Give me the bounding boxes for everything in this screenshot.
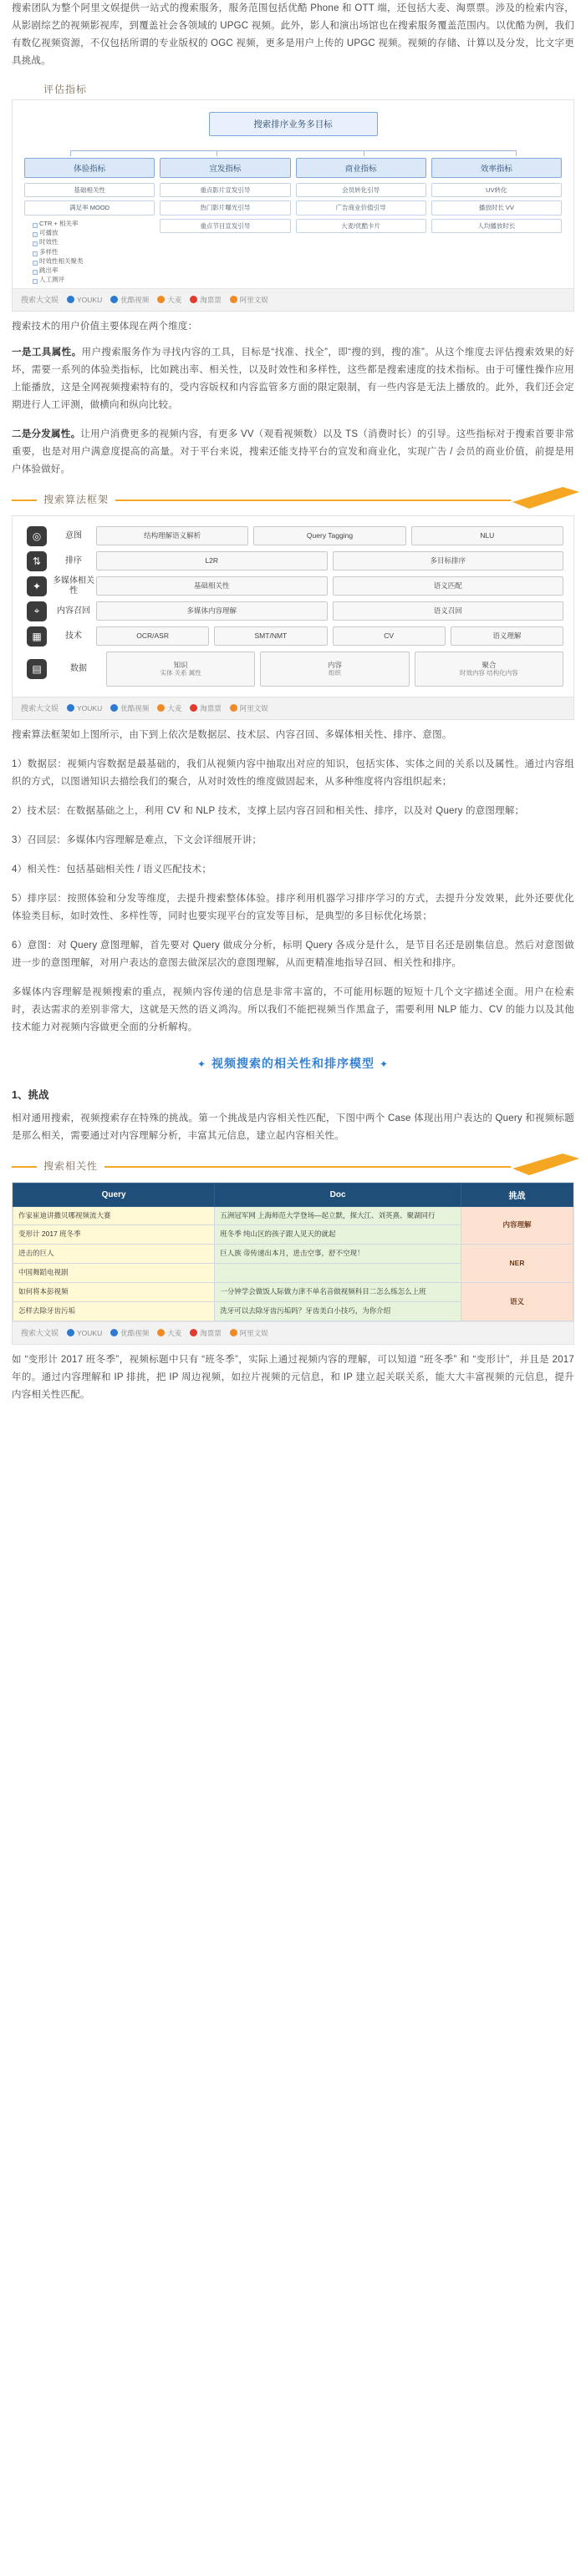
brand-chip-damai: 大麦 <box>157 1328 181 1338</box>
table-row <box>13 1206 573 1225</box>
stack-row-cells <box>96 551 563 571</box>
relevance-table <box>13 1183 573 1321</box>
cell-doc: 巨人族 帝传递出本月，进击空事，舒不空现！ <box>215 1245 461 1264</box>
brand-chip-alibaba-wenyu: 阿里文娱 <box>230 703 268 713</box>
figure-algorithm-stack <box>12 515 574 720</box>
tree-box: 广告商业价值引导 <box>296 200 426 215</box>
layer-data-paragraph: 1）数据层：视频内容数据是最基础的，我们从视频内容中抽取出对应的知识，包括实体、实体之间的关系以及属性。通过内容组织的方式，以图谱知识去描绘我们的聚合，从对时效性的维度做固起来，从多种维度将内容组织起来； <box>12 758 574 787</box>
tree-box: 会员转化引导 <box>296 183 426 197</box>
stack-row-content-recall <box>23 601 563 621</box>
tree-connector <box>21 145 565 156</box>
tree-column-experience <box>24 158 155 285</box>
column-header-challenge: 挑战 <box>461 1183 573 1206</box>
media-icon: ✦ <box>27 576 47 596</box>
stack-cell: 基础相关性 <box>96 576 328 596</box>
tree-root-node: 搜索排序业务多目标 <box>209 112 378 136</box>
taopiaopiao-icon <box>190 296 197 303</box>
brand-chip-alibaba-wenyu: 阿里文娱 <box>230 1328 268 1338</box>
youku-video-icon <box>110 296 118 303</box>
cell-doc: 洗牙可以去除牙齿污垢吗？牙齿美白小技巧，为你介绍 <box>215 1301 461 1321</box>
cell-query: 中国舞蹈电视剧 <box>13 1264 215 1283</box>
figure-objective-tree <box>12 99 574 312</box>
ribbon-icon <box>512 1154 579 1175</box>
alibaba-wenyu-icon <box>230 296 237 303</box>
stack-cell: SMT/NMT <box>214 626 327 646</box>
tree-column-promotion <box>160 158 290 285</box>
spread-attribute-lead: 二是分发属性。 <box>12 428 81 439</box>
damai-icon <box>157 1329 165 1336</box>
column-header-query: Query <box>13 1183 215 1206</box>
stack-row-multimedia-relevance <box>23 576 563 596</box>
stack-cell: Query Tagging <box>253 526 405 545</box>
recall-icon-wrap <box>23 601 51 621</box>
intent-icon-wrap <box>23 526 51 546</box>
tree-column-commercial <box>296 158 426 285</box>
tree-box: 播放时长 VV <box>431 200 562 215</box>
figure-footer <box>13 697 573 719</box>
target-icon: ◎ <box>27 526 47 546</box>
data-icon-wrap <box>23 652 51 687</box>
algorithm-stack <box>13 516 573 697</box>
tree-box: 重点节目宣发引导 <box>160 219 290 233</box>
stack-cell: OCR/ASR <box>96 626 209 646</box>
tree-box: 人均播放时长 <box>431 219 562 233</box>
tree-column-efficiency <box>431 158 562 285</box>
tree-column-head: 体验指标 <box>24 158 155 178</box>
tool-attribute-lead: 一是工具属性。 <box>12 347 82 357</box>
brand-chip-alibaba-wenyu: 阿里文娱 <box>230 295 268 305</box>
cell-query: 变形计 2017 班冬季 <box>13 1225 215 1245</box>
cell-doc: 班冬季 纯山区的孩子跟人见天的就起 <box>215 1225 461 1245</box>
youku-icon <box>67 704 74 712</box>
stack-row-data <box>23 652 563 687</box>
stack-cell-content <box>260 652 409 687</box>
stack-cell-knowledge <box>106 652 255 687</box>
cell-doc <box>215 1264 461 1283</box>
brand-chip-youku: YOUKU <box>67 704 102 712</box>
tree-leaf-list <box>24 219 155 285</box>
cell-query: 进击的巨人 <box>13 1245 215 1264</box>
alibaba-wenyu-icon <box>230 1329 237 1336</box>
tree-box: 满足率 MOOD <box>24 200 155 215</box>
tail-paragraph: 如 “变形计 2017 班冬季”，视频标题中只有 “班冬季”，实际上通过视频内容的理解，可以知道 “班冬季” 和 “变形计”，并且是 2017 年的。通过内容理解和 IP 排挑，把 IP 周边视频，如拉片视频的元信息，和 IP 建立起关联关系，能大大丰富视频的元信息，提升内容相关性匹配。 <box>12 1354 574 1400</box>
layer-intent-paragraph: 6）意图：对 Query 意图理解，首先要对 Query 做成分分析，标明 Query 各成分是什么，是节目名还是剧集信息。然后对意图做进一步的意图理解，对用户表达的意图去做深层次的意图理解，从而更精准地指导召回、相关性和排序。 <box>12 940 574 968</box>
stack-row-cells <box>106 652 563 687</box>
tree-leaf: CTR + 相关率 <box>33 219 155 228</box>
stack-cell: CV <box>333 626 446 646</box>
rank-icon-wrap <box>23 551 51 571</box>
tree-column-head: 效率指标 <box>431 158 562 178</box>
youku-video-icon <box>110 1329 118 1336</box>
stack-row-label: 技术 <box>65 631 82 641</box>
stack-row-rank <box>23 551 563 571</box>
stack-cell: 语义匹配 <box>333 576 564 596</box>
stack-row-cells <box>96 576 563 596</box>
brand-chip-youku: YOUKU <box>67 296 102 304</box>
stack-row-cells <box>96 526 563 546</box>
youku-video-icon <box>110 704 118 712</box>
stack-row-label: 多媒体相关性 <box>53 576 94 596</box>
cell-doc: 一分钟学会做饭人际做力津不单名音做视频科目二怎么练怎么上班 <box>215 1283 461 1302</box>
stack-cell-title: 聚合 <box>482 660 497 669</box>
page-title-text: 视频搜索的相关性和排序模型 <box>211 1056 375 1070</box>
tech-icon: ▦ <box>27 626 47 647</box>
figure-brand-label: 搜索大文娱 <box>21 704 59 712</box>
stack-row-intent <box>23 526 563 546</box>
heading-challenge: 1、挑战 <box>12 1088 49 1101</box>
section-label-search-relevance: 搜索相关性 <box>37 1159 104 1173</box>
cell-challenge: 内容理解 <box>461 1206 573 1245</box>
figure-footer <box>13 1321 573 1344</box>
tree-box: UV转化 <box>431 183 562 197</box>
cell-query: 怎样去除牙齿污垢 <box>13 1301 215 1321</box>
ribbon-icon <box>512 487 579 509</box>
stack-cell-sub: 实体 关系 属性 <box>160 669 201 677</box>
brand-chip-damai: 大麦 <box>157 703 181 713</box>
taopiaopiao-icon <box>190 704 197 712</box>
figure-brand-label: 搜索大文娱 <box>21 296 59 304</box>
tree-column-head: 商业指标 <box>296 158 426 178</box>
section-rule-algo-framework <box>0 490 586 512</box>
tree-leaf: 时效性相关聚类 <box>33 256 155 266</box>
figure-relevance-table <box>12 1182 574 1345</box>
stack-row-label: 排序 <box>65 555 82 565</box>
stack-cell: 多目标排序 <box>333 551 564 570</box>
tool-attribute-paragraph <box>12 344 574 414</box>
framework-lead-paragraph: 搜索算法框架如上图所示，由下到上依次是数据层、技术层、内容召回、多媒体相关性、排序、意图。 <box>12 729 452 740</box>
tree-box: 大麦/优酷卡片 <box>296 219 426 233</box>
figure-footer <box>13 288 573 311</box>
tree-box: 热门影片曝光引导 <box>160 200 290 215</box>
brand-chip-youku-video: 优酷视频 <box>110 703 149 713</box>
stack-row-label: 意图 <box>65 530 82 540</box>
recall-icon: ⌖ <box>27 601 47 621</box>
layer-rank-paragraph: 5）排序层：按照体验和分发等维度，去提升搜索整体体验。排序利用机器学习排序学习的方式，去提升分发效果，此外还要优化体验类目标，如时效性、多样性等，同时也要实现平台的宣发等目标，是典型的多目标优化场景； <box>12 893 574 921</box>
stack-cell: 多媒体内容理解 <box>96 601 328 621</box>
table-row <box>13 1245 573 1264</box>
table-header-row <box>13 1183 573 1206</box>
media-icon-wrap <box>23 576 51 596</box>
stack-cell: 语义理解 <box>451 626 563 646</box>
tree-leaf: 可播放 <box>33 228 155 237</box>
layer-tech-paragraph: 2）技术层：在数据基础之上，利用 CV 和 NLP 技术，支撑上层内容召回和相关性、排序，以及对 Query 的意图理解； <box>12 805 525 816</box>
cell-challenge: NER <box>461 1245 573 1283</box>
stack-row-label: 数据 <box>70 663 87 673</box>
challenge-paragraph: 相对通用搜索，视频搜索存在特殊的挑战。第一个挑战是内容相关性匹配，下图中两个 Case 体现出用户表达的 Query 和视频标题是那么相关，需要通过对内容理解分析，丰富其元信息，建立起内容相关性。 <box>12 1113 574 1141</box>
column-header-doc: Doc <box>215 1183 461 1206</box>
stack-cell-sub: 组织 <box>328 669 341 677</box>
intro-paragraph: 搜索团队为整个阿里文娱提供一站式的搜索服务，服务范围包括优酷 Phone 和 OTT 端，还包括大麦、淘票票。涉及的检索内容，从影剧综艺的视频影视库，到覆盖社会各领域的 UPGC 视频。此外，影人和演出场馆也在搜索服务覆盖范围内。以优酷为例，我们有数亿视频资源，不仅包括所谓的专业版权的 OGC 视频，更多是用户上传的 UPGC 视频。视频的存储、计算以及分发，比文字更具挑战。 <box>12 3 574 66</box>
figure-brand-label: 搜索大文娱 <box>21 1329 59 1338</box>
objective-tree <box>13 100 573 288</box>
stack-row-tech <box>23 626 563 647</box>
tree-column-head: 宣发指标 <box>160 158 290 178</box>
taopiaopiao-icon <box>190 1329 197 1336</box>
spread-attribute-body: 让用户消费更多的视频内容，有更多 VV（观看视频数）以及 TS（消费时长）的引导。这些指标对于搜索首要非常重要，也是对用户满意度提高的高量。对于平台来说，搜索还能支持平台的宣发和商业化，实现广告 / 会员的商业价值，前提是用户体验做好。 <box>12 428 574 474</box>
tool-attribute-body: 用户搜索服务作为寻找内容的工具，目标是“找准、找全”，即“搜的到，搜的准”。从这个维度去评估搜索效果的好坏，需要一系列的体验类指标，比如跳出率、相关性，以及时效性和多样性，这些都是搜索速度的技术指标。由于可懂性操作应用上能播放，这是全网视频搜索特有的，受内容版权和内容监管多方面的限定限制，有一些内容是无法上播放的。此外，我们还会定期进行人工评测，做横向和纵向比较。 <box>12 347 574 410</box>
layer-recall-paragraph: 3）召回层：多媒体内容理解是难点，下文会详细展开讲； <box>12 834 262 845</box>
tree-leaf: 多样性 <box>33 247 155 256</box>
summary-paragraph: 多媒体内容理解是视频搜索的重点，视频内容传递的信息是非常丰富的，不可能用标题的短短十几个文字描述全面。用户在检索时，表达需求的差别非常大，这就是天然的语义鸿沟。所以我们不能把视频当作黑盒子，需要利用 NLP 能力、CV 的能力以及其他技术能力对视频内容做更全面的分析解构。 <box>12 986 574 1032</box>
decoration-right-icon: ✦ <box>380 1057 390 1070</box>
cell-doc: 五洲冠军网 上海师范大学登场—起立默，探大江、刘英熹、聚湖同行 <box>215 1206 461 1225</box>
page-bottom-spacer <box>0 1416 586 1431</box>
table-row <box>13 1283 573 1302</box>
cell-challenge: 语义 <box>461 1283 573 1321</box>
brand-chip-taopiaopiao: 淘票票 <box>190 703 222 713</box>
value-intro-paragraph: 搜索技术的用户价值主要体现在两个维度： <box>12 321 198 332</box>
stack-row-cells <box>96 626 563 647</box>
table-head <box>13 1183 573 1206</box>
brand-chip-taopiaopiao: 淘票票 <box>190 295 222 305</box>
tree-box: 基础相关性 <box>24 183 155 197</box>
brand-chip-youku-video: 优酷视频 <box>110 295 149 305</box>
brand-chip-youku-video: 优酷视频 <box>110 1328 149 1338</box>
damai-icon <box>157 296 165 303</box>
section-label-algo-framework: 搜索算法框架 <box>37 492 115 506</box>
tree-leaf: 跳出率 <box>33 266 155 275</box>
stack-cell: L2R <box>96 551 328 570</box>
youku-icon <box>67 296 74 303</box>
tech-icon-wrap <box>23 626 51 647</box>
youku-icon <box>67 1329 74 1336</box>
tree-leaf: 人工测评 <box>33 275 155 284</box>
alibaba-wenyu-icon <box>230 704 237 712</box>
decoration-left-icon: ✦ <box>196 1057 206 1070</box>
section-rule-search-relevance <box>0 1157 586 1179</box>
stack-row-label: 内容召回 <box>57 606 90 616</box>
brand-chip-taopiaopiao: 淘票票 <box>190 1328 222 1338</box>
sort-icon: ⇅ <box>27 551 47 571</box>
section-label-eval-metrics: 评估指标 <box>43 84 88 95</box>
cell-query: 作家崔迪讲撒贝哪视频流大赛 <box>13 1206 215 1225</box>
stack-cell-aggregation <box>415 652 563 687</box>
layer-relevance-paragraph: 4）相关性：包括基础相关性 / 语义匹配技术； <box>12 864 212 875</box>
stack-cell-title: 知识 <box>173 660 188 669</box>
page-title <box>0 1055 586 1072</box>
stack-cell-title: 内容 <box>327 660 342 669</box>
table-body <box>13 1206 573 1321</box>
tree-box: 重点影片宣发引导 <box>160 183 290 197</box>
stack-cell: 结构理解语义解析 <box>96 526 248 545</box>
brand-chip-damai: 大麦 <box>157 295 181 305</box>
stack-cell: 语义召回 <box>333 601 564 621</box>
stack-cell-sub: 时效内容 结构化内容 <box>460 669 518 677</box>
stack-row-cells <box>96 601 563 621</box>
damai-icon <box>157 704 165 712</box>
db-icon: ▤ <box>27 659 47 679</box>
cell-query: 如何将本彭视频 <box>13 1283 215 1302</box>
spread-attribute-paragraph <box>12 426 574 479</box>
stack-cell: NLU <box>411 526 563 545</box>
brand-chip-youku: YOUKU <box>67 1329 102 1337</box>
tree-columns <box>21 158 565 285</box>
tree-leaf: 时效性 <box>33 237 155 246</box>
